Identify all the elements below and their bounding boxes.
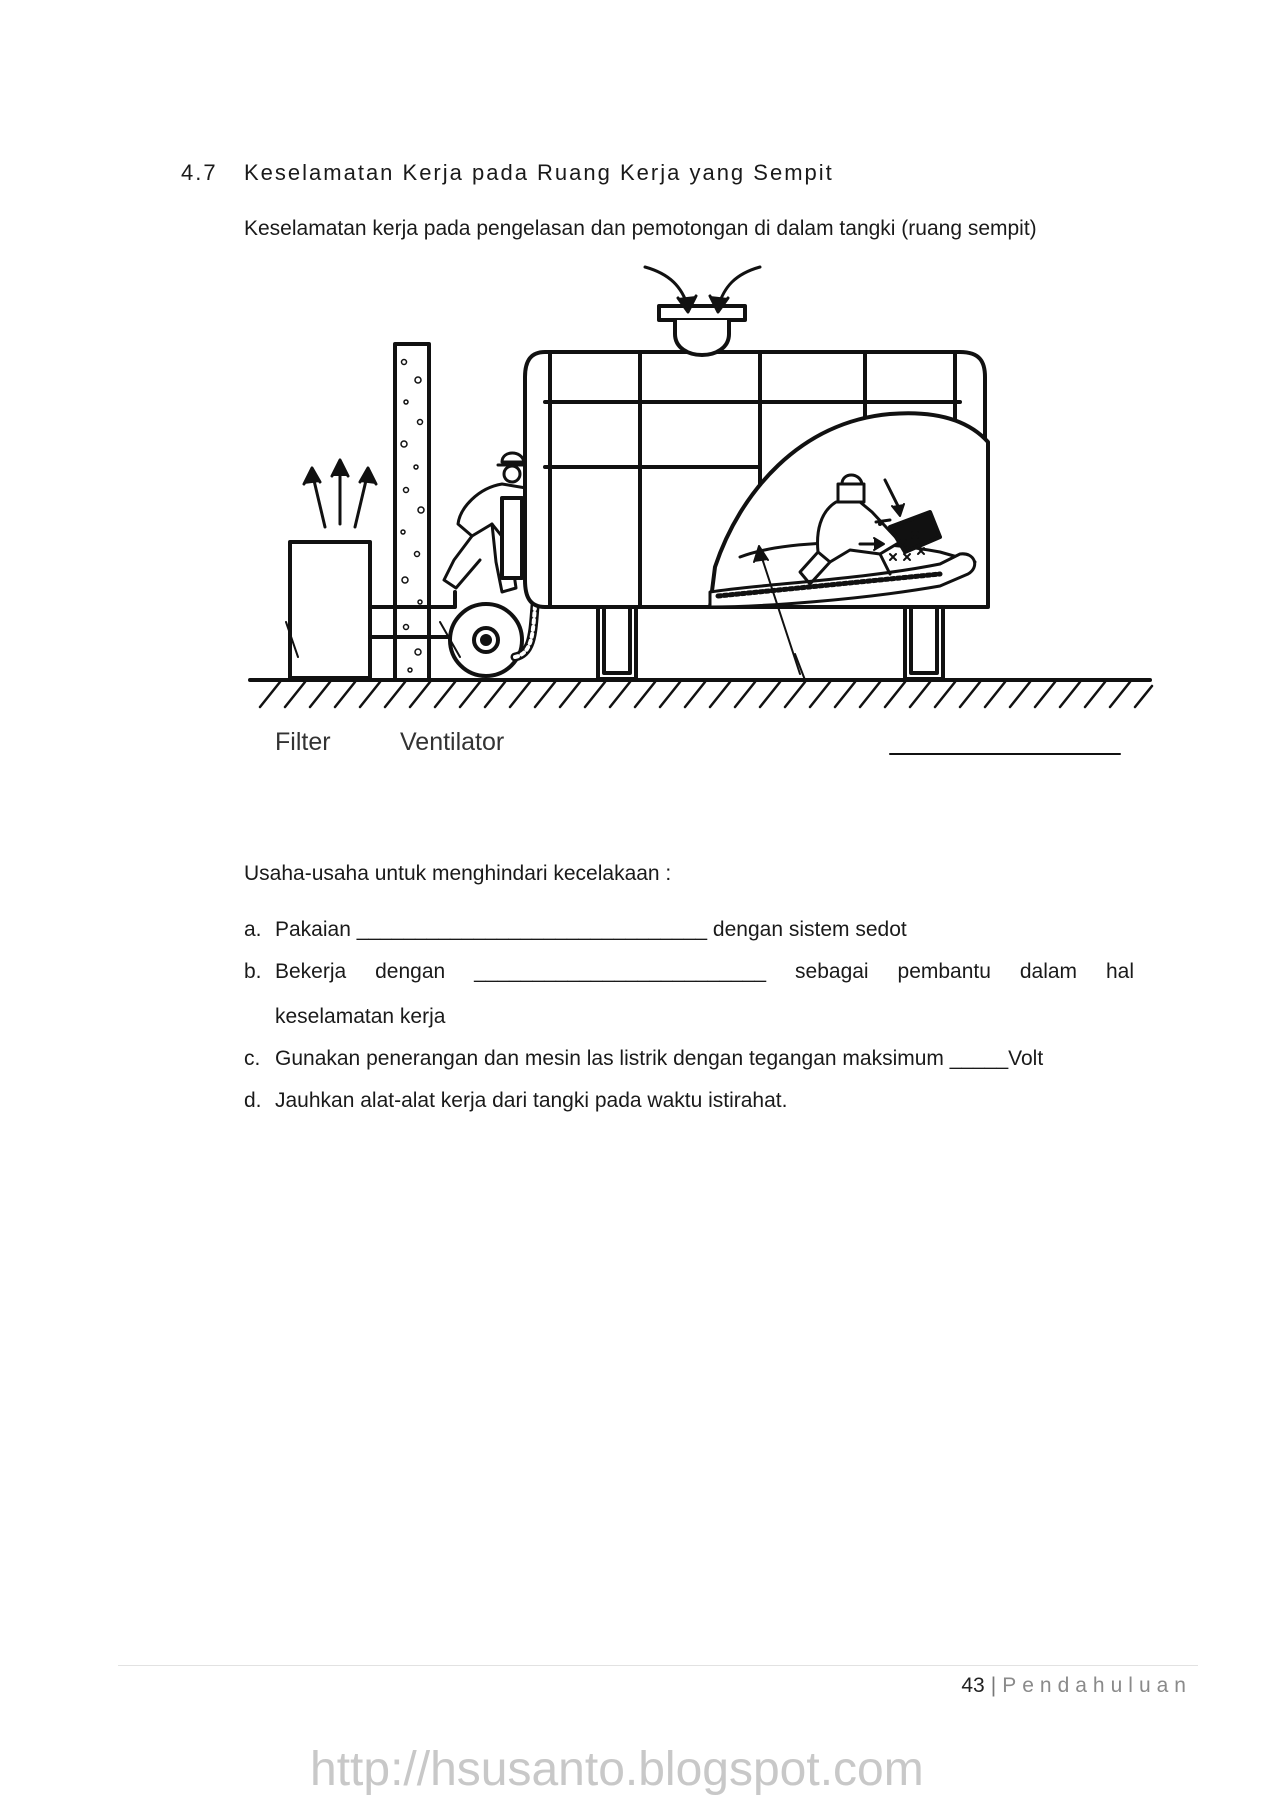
ground-hatching <box>260 682 1152 707</box>
item-letter: a. <box>244 918 262 941</box>
item-word: hal <box>1105 960 1134 983</box>
item-text: Gunakan penerangan dan mesin las listrik dengan tegangan maksimum _____Volt <box>275 1047 1044 1070</box>
air-duct <box>370 592 455 637</box>
section-number: 4.7 <box>181 160 218 185</box>
figure-caption: Keselamatan kerja pada pengelasan dan pemotongan di dalam tangki (ruang sempit) <box>244 217 1037 240</box>
list-item-b <box>244 960 1134 1029</box>
item-continuation: keselamatan kerja <box>275 1005 446 1028</box>
item-letter: c. <box>244 1047 261 1070</box>
section-heading <box>181 160 834 186</box>
item-letter: b. <box>244 960 262 983</box>
tank-welding-illustration <box>240 262 1165 772</box>
ventilator-label: Ventilator <box>400 728 505 756</box>
section-title: Keselamatan Kerja pada Ruang Kerja yang Sempit <box>244 160 834 185</box>
filter-box <box>290 542 370 678</box>
footer-divider <box>118 1665 1198 1666</box>
item-text: Jauhkan alat-alat kerja dari tangki pada waktu istirahat. <box>275 1089 788 1112</box>
item-word: dalam <box>1019 960 1078 983</box>
tank-manhole <box>502 498 522 578</box>
footer-section-name: Pendahuluan <box>1002 1674 1192 1697</box>
item-word: pembantu <box>897 960 991 983</box>
measures-intro: Usaha-usaha untuk menghindari kecelakaan : <box>244 862 672 885</box>
item-text: Pakaian ______________________________ dengan sistem sedot <box>275 918 907 941</box>
blog-watermark: http://hsusanto.blogspot.com <box>310 1743 924 1796</box>
item-blank: _________________________ <box>474 960 767 983</box>
page-number: 43 <box>961 1674 985 1697</box>
footer-separator: | <box>990 1674 997 1697</box>
item-word: sebagai <box>795 960 869 983</box>
tank-top-vent <box>659 306 745 320</box>
exhaust-arrows <box>304 460 376 527</box>
item-word: dengan <box>375 960 446 983</box>
measures-list <box>244 918 1134 1131</box>
item-word: Bekerja <box>275 960 347 983</box>
filter-label: Filter <box>275 728 331 756</box>
stack-texture <box>401 360 424 673</box>
list-item-d <box>244 1089 1134 1113</box>
list-item-a <box>244 918 1134 942</box>
page-footer <box>961 1674 1192 1698</box>
list-item-c <box>244 1047 1134 1071</box>
item-letter: d. <box>244 1089 262 1112</box>
